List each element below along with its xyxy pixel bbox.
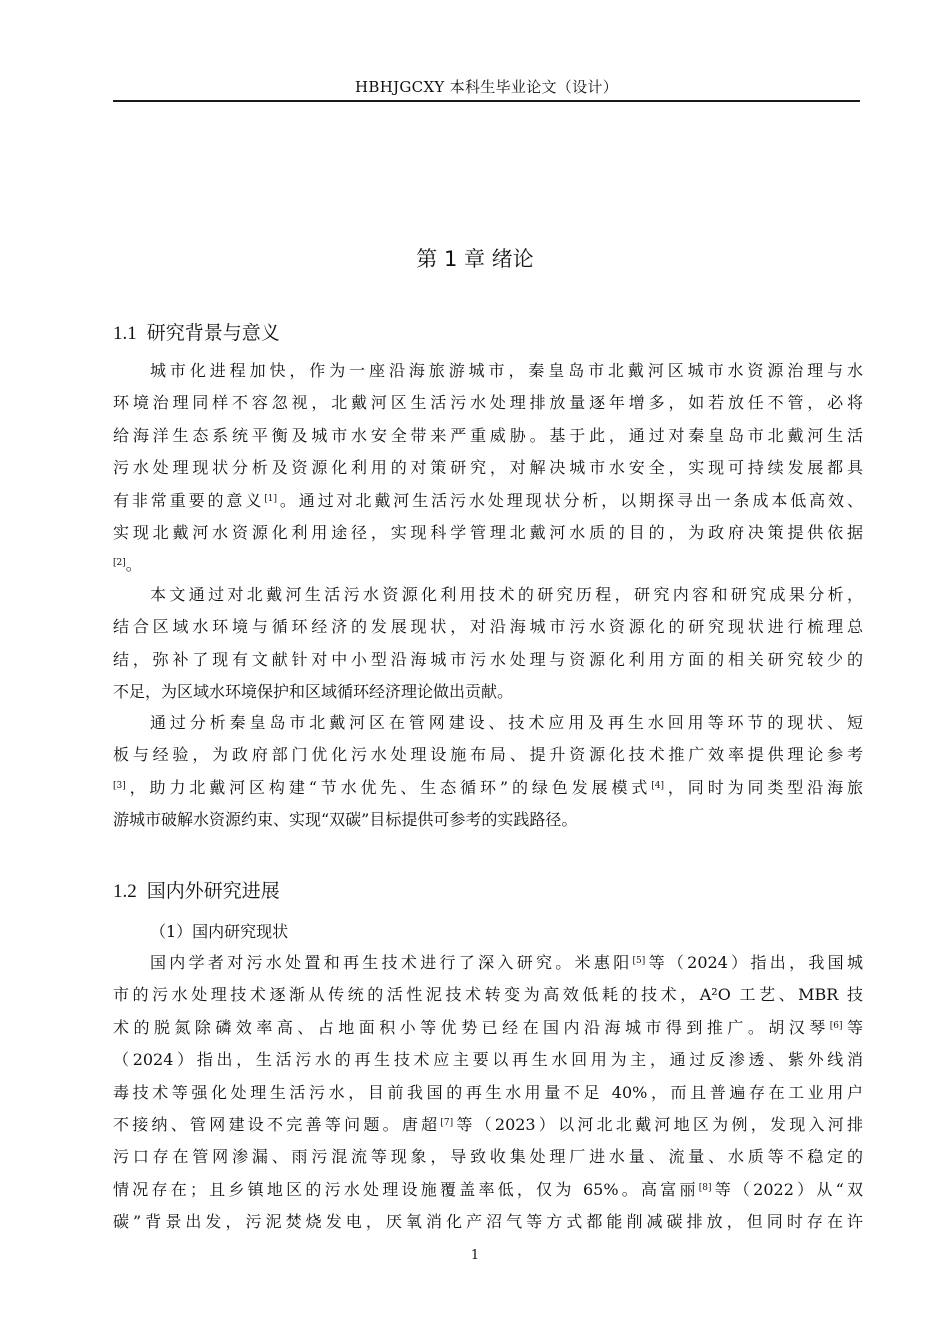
text-line: 毒技术等强化处理生活污水，目前我国的再生水用量不足 40%，而且普遍存在工业用户 [113,1082,863,1102]
text-line: 碳”背景出发，污泥焚烧发电，厌氧消化产沼气等方式都能削减碳排放，但同时存在许 [113,1212,863,1232]
section-title: 研究背景与意义 [146,322,280,344]
text-line: 情况存在；且乡镇地区的污水处理设施覆盖率低，仅为 65%。高富丽[8]等（2022）从“双 [113,1179,863,1199]
citation: [8] [698,1182,712,1193]
text-line: 污口存在管网渗漏、雨污混流等现象，导致收集处理厂进水量、流量、水质等不稳定的 [113,1147,863,1167]
text-line: （2024）指出，生活污水的再生技术应主要以再生水回用为主，通过反渗透、紫外线消 [113,1050,863,1070]
text-line: 给海洋生态系统平衡及城市水安全带来严重威胁。基于此，通过对秦皇岛市北戴河生活 [113,425,863,445]
citation: [6] [829,1020,843,1031]
running-header: HBHJGCXY 本科生毕业论文（设计） [354,78,618,96]
citation: [5] [632,956,646,966]
chapter-title: 第 1 章 绪论 [416,247,534,271]
text-line: 国内学者对污水处置和再生技术进行了深入研究。米惠阳[5]等（2024）指出，我国城 [150,953,863,972]
header-rule [113,100,860,102]
citation: [2] [113,558,126,569]
section-heading-1-1 [113,318,280,345]
subheading-domestic-research: （1）国内研究现状 [150,922,289,941]
citation: [3] [113,780,126,791]
citation: [1] [264,493,277,504]
text-line: 实现北戴河水资源化利用途径，实现科学管理北戴河水质的目的，为政府决策提供依据 [113,523,863,543]
section-title: 国内外研究进展 [146,880,280,902]
text-line: 术的脱氮除磷效率高、占地面积小等优势已经在国内沿海城市得到推广。胡汉琴[6]等 [113,1017,863,1037]
citation: [4] [651,780,664,791]
text-line: 游城市破解水资源约束、实现“双碳”目标提供可参考的实践路径。 [113,810,578,830]
paragraph-domestic-research [113,947,863,1239]
text-line: 结，弥补了现有文献针对中小型沿海城市污水处理与资源化利用方面的相关研究较少的 [113,649,863,669]
section-number: 1.1 [113,323,137,344]
text-line: 城市化进程加快，作为一座沿海旅游城市，秦皇岛市北戴河区城市水资源治理与水 [150,361,863,380]
text-line: 不接纳、管网建设不完善等问题。唐超[7]等（2023）以河北北戴河地区为例，发现入河排 [113,1115,863,1135]
text-line: 不足，为区域水环境保护和区域循环经济理论做出贡献。 [113,682,514,702]
citation: [7] [440,1118,454,1129]
text-line: 通过分析秦皇岛市北戴河区在管网建设、技术应用及再生水回用等环节的现状、短 [150,713,863,732]
text-line: 有非常重要的意义[1]。通过对北戴河生活污水处理现状分析，以期探寻出一条成本低高效、 [113,490,863,510]
text-line: 环境治理同样不容忽视，北戴河区生活污水处理排放量逐年增多，如若放任不管，必将 [113,393,863,413]
text-line: 结合区域水环境与循环经济的发展现状，对沿海城市污水资源化的研究现状进行梳理总 [113,617,863,637]
text-line: 市的污水处理技术逐渐从传统的活性泥技术转变为高效低耗的技术，A²O 工艺、MBR 技 [113,985,863,1005]
text-line: 本文通过对北戴河生活污水资源化利用技术的研究历程，研究内容和研究成果分析， [150,585,863,604]
section-heading-1-2 [113,876,280,903]
text-line: [2]。 [113,555,142,575]
text-line: 污水处理现状分析及资源化利用的对策研究，对解决城市水安全，实现可持续发展都具 [113,458,863,478]
text-line: [3]，助力北戴河区构建“节水优先、生态循环”的绿色发展模式[4]，同时为同类型沿海旅 [113,777,863,797]
page-number: 1 [470,1248,480,1263]
paragraph-background-1 [113,355,863,582]
section-number: 1.2 [113,881,137,902]
paragraph-background-2 [113,579,863,709]
paragraph-background-3 [113,707,863,837]
text-line: 板与经验，为政府部门优化污水处理设施布局、提升资源化技术推广效率提供理论参考 [113,745,863,765]
